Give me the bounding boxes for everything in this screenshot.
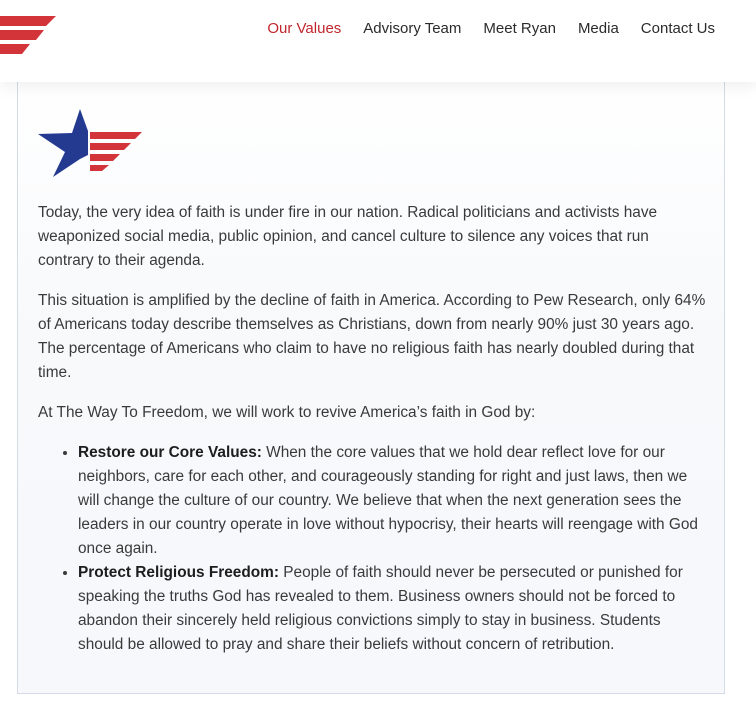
list-item-title: Protect Religious Freedom: (78, 564, 279, 581)
intro-paragraph: Today, the very idea of faith is under fire in our nation. Radical politicians and activists have weaponized social media, public opinion, and cancel culture to silence any voices that run contrary to their agenda. (38, 204, 658, 269)
mission-paragraph: At The Way To Freedom, we will work to revive America’s faith in God by: (38, 404, 536, 421)
list-item-text: When the core values that we hold dear reflect love for our neighbors, care for each other, and courageously standing for right and just laws, then we will change the culture of our country. We believe that when the next generation sees the leaders in our country operate in love without hypocrisy, their hearts will reengage with God once again. (78, 444, 698, 557)
nav-our-values[interactable]: Our Values (267, 20, 342, 37)
list-item (78, 441, 708, 561)
list-item-title: Restore our Core Values: (78, 444, 262, 461)
values-list (38, 441, 708, 657)
values-content (38, 201, 708, 657)
flag-star-logo-icon[interactable] (0, 14, 60, 60)
star-stripes-logo-icon (38, 103, 144, 181)
list-item-text: People of faith should never be persecuted or punished for speaking the truths God has revealed to them. Business owners should not be forced to abandon their sincerely held religious convictions simply to stay in business. Students should be allowed to pray and share their beliefs without concern of retribution. (78, 564, 683, 653)
decline-paragraph: This situation is amplified by the decline of faith in America. According to Pew Research, only 64% of Americans today describe themselves as Christians, down from nearly 90% just 30 years ago. The percentage of Americans who claim to have no religious faith has nearly doubled during that time. (38, 292, 706, 381)
main-nav (267, 20, 715, 38)
nav-media[interactable]: Media (577, 20, 619, 37)
nav-contact-us[interactable]: Contact Us (640, 20, 715, 37)
values-card (17, 82, 725, 694)
nav-advisory-team[interactable]: Advisory Team (363, 20, 462, 37)
nav-meet-ryan[interactable]: Meet Ryan (483, 20, 556, 37)
site-header (0, 0, 756, 82)
list-item (78, 561, 708, 657)
